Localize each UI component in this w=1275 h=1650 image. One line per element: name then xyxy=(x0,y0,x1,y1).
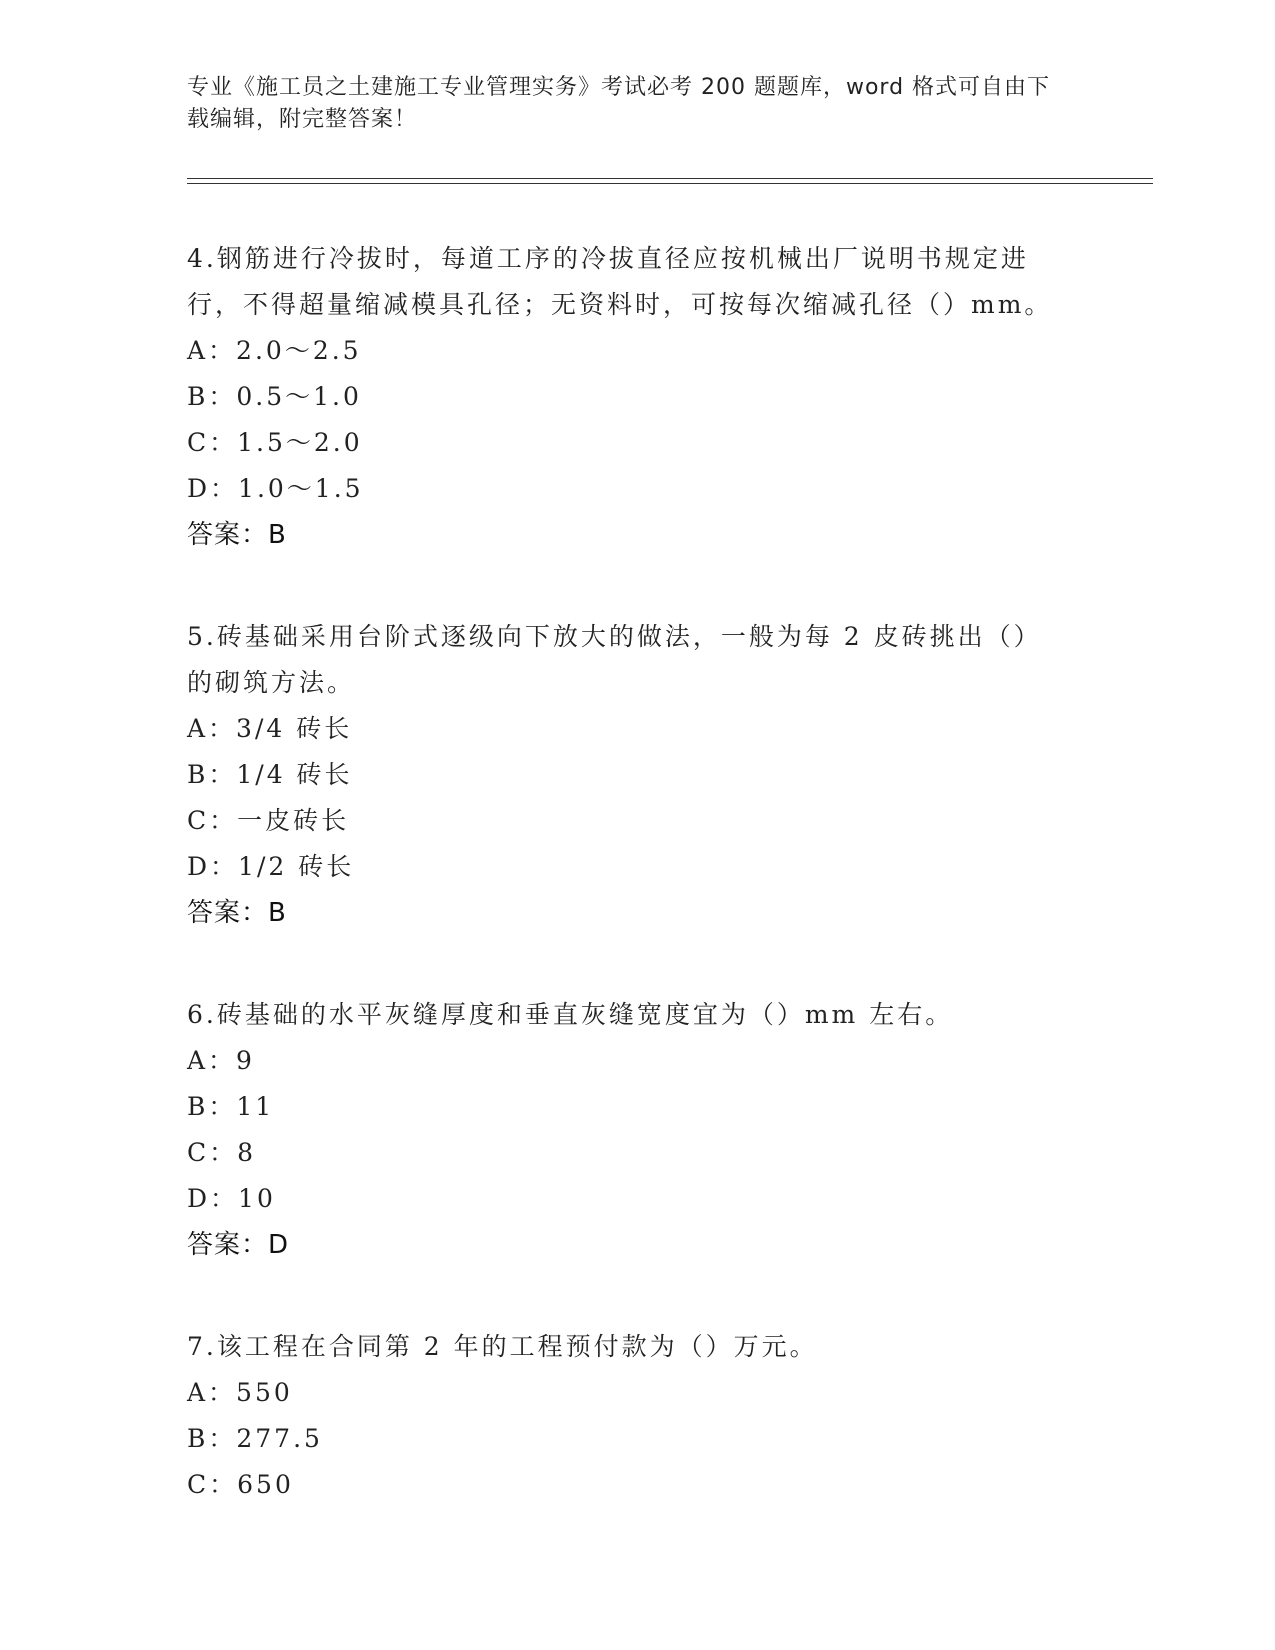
option-b: B：1/4 砖长 xyxy=(187,760,353,789)
option-b: B：277.5 xyxy=(187,1424,323,1453)
question-text: 6.砖基础的水平灰缝厚度和垂直灰缝宽度宜为（）mm 左右。 xyxy=(187,1000,954,1029)
question-list xyxy=(187,236,1087,1564)
option-d: D：1/2 砖长 xyxy=(187,852,355,881)
option-a: A：2.0～2.5 xyxy=(187,336,362,365)
answer: 答案：B xyxy=(187,898,287,928)
answer: 答案：B xyxy=(187,520,287,550)
option-c: C：650 xyxy=(187,1470,294,1499)
header-divider-bottom xyxy=(187,183,1153,184)
question-text: 4.钢筋进行冷拔时，每道工序的冷拔直径应按机械出厂说明书规定进行，不得超量缩减模具孔径；无资料时，可按每次缩减孔径（）mm。 xyxy=(187,244,1053,319)
option-a: A：3/4 砖长 xyxy=(187,714,353,743)
document-header: 专业《施工员之土建施工专业管理实务》考试必考 200 题题库，word 格式可自由下载编辑，附完整答案！ xyxy=(187,75,1051,132)
option-a: A：9 xyxy=(187,1046,255,1075)
answer: 答案：D xyxy=(187,1230,290,1260)
question-5 xyxy=(187,614,1087,936)
option-b: B：11 xyxy=(187,1092,275,1121)
option-d: D：1.0～1.5 xyxy=(187,474,364,503)
question-text: 5.砖基础采用台阶式逐级向下放大的做法，一般为每 2 皮砖挑出（）的砌筑方法。 xyxy=(187,622,1042,697)
option-a: A：550 xyxy=(187,1378,293,1407)
question-7 xyxy=(187,1324,1087,1508)
question-4 xyxy=(187,236,1087,558)
option-b: B：0.5～1.0 xyxy=(187,382,362,411)
option-d: D：10 xyxy=(187,1184,276,1213)
option-c: C：1.5～2.0 xyxy=(187,428,363,457)
header-divider-top xyxy=(187,178,1153,179)
question-6 xyxy=(187,992,1087,1268)
option-c: C：8 xyxy=(187,1138,257,1167)
option-c: C：一皮砖长 xyxy=(187,806,350,835)
question-text: 7.该工程在合同第 2 年的工程预付款为（）万元。 xyxy=(187,1332,818,1361)
